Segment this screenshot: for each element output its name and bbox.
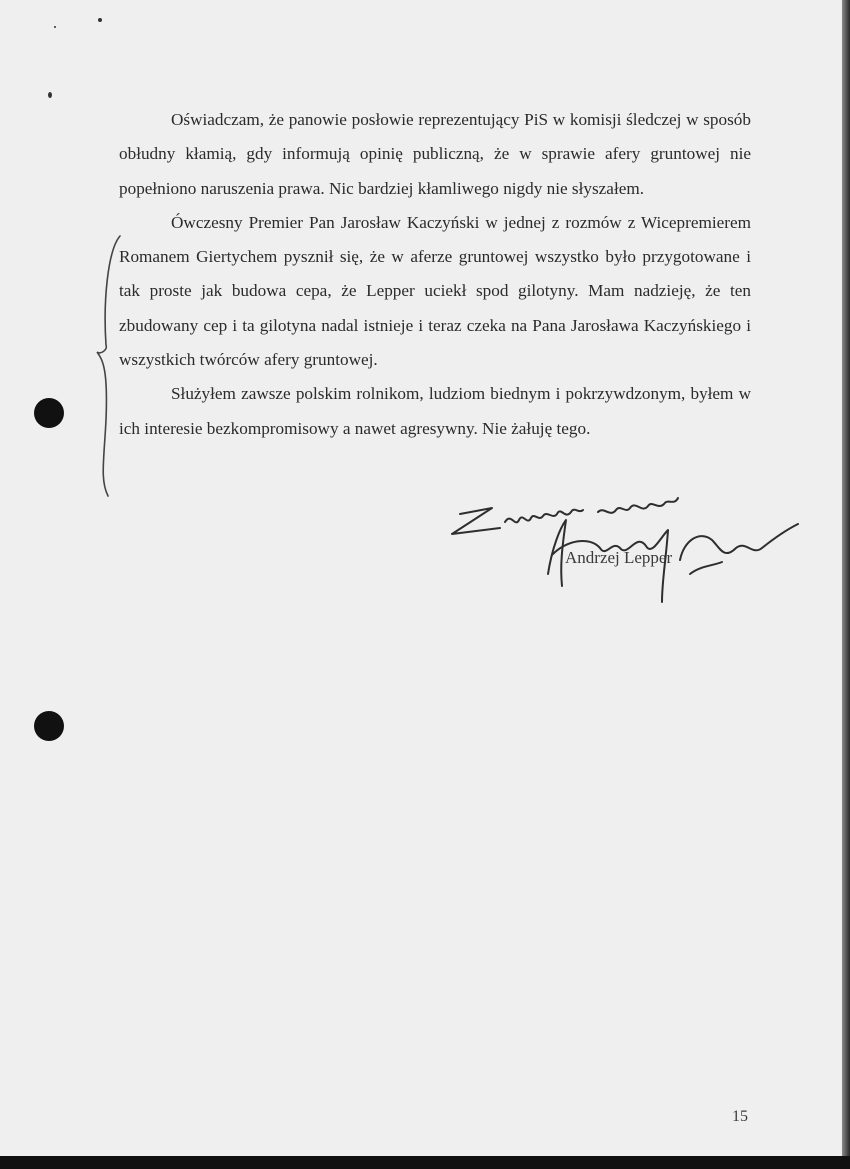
paragraph-farmers: Służyłem zawsze polskim rolnikom, ludziom biednym i pokrzywdzonym, byłem w ich interesie bezkompromisowy a nawet agresywny. Nie żałuję tego. — [119, 384, 751, 438]
page-number: 15 — [732, 1108, 748, 1125]
scan-speck — [98, 18, 102, 22]
scan-edge-right — [842, 0, 850, 1169]
paragraph-kaczynski: Ówczesny Premier Pan Jarosław Kaczyński w jednej z rozmów z Wicepremierem Romanem Giertychem pysznił się, że w aferze gruntowej wszystko było przygotowane i tak proste jak budowa cepa, że Lepper uciekł spod gilotyny. Mam nadzieję, że ten zbudowany cep i ta gilotyna nadal istnieje i teraz czeka na Pana Jarosława Kaczyńskiego i wszystkich twórców afery gruntowej. — [119, 212, 751, 370]
scan-speck — [48, 92, 52, 98]
scan-speck — [54, 26, 56, 28]
letter-body — [119, 103, 751, 446]
paragraph-statement: Oświadczam, że panowie posłowie reprezentujący PiS w komisji śledczej w sposób obłudny kłamią, gdy informują opinię publiczną, że w sprawie afery gruntowej nie popełniono naruszenia prawa. Nic bardziej kłamliwego nigdy nie słyszałem. — [119, 110, 751, 198]
punch-hole — [34, 711, 64, 741]
punch-hole — [34, 398, 64, 428]
signer-name: Andrzej Lepper — [565, 548, 673, 567]
margin-bracket-mark — [97, 236, 120, 496]
scan-edge-bottom — [0, 1156, 850, 1169]
